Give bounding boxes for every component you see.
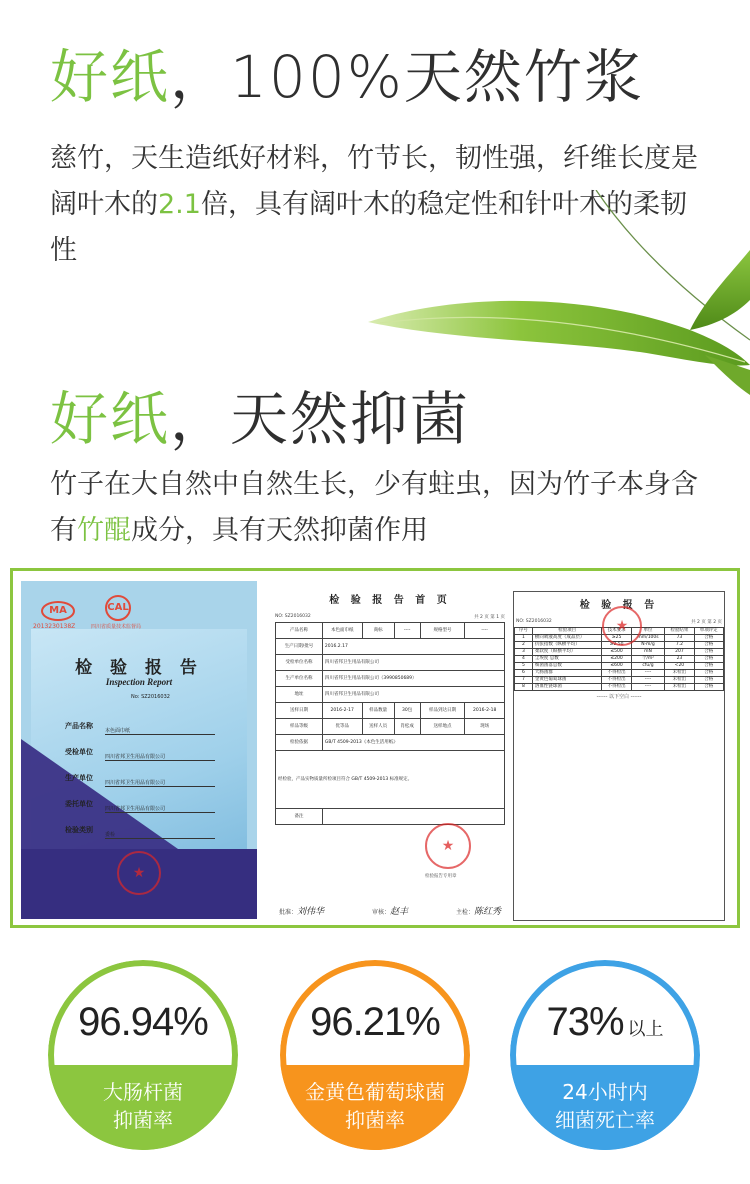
inspection-seal-icon: [602, 606, 642, 646]
cma-number: 2013230138Z: [33, 623, 76, 630]
inspection-seal-icon: [425, 823, 471, 869]
stat-label-line2: 抑菌率: [345, 1108, 405, 1132]
first-page-table: [275, 622, 505, 825]
table-row: [276, 719, 505, 735]
section2-para-highlight: 竹醌: [77, 515, 131, 546]
first-page-number: NO: SZ2016032: [275, 614, 311, 619]
cover-field-value: 本色面巾纸: [105, 727, 215, 735]
signature: 赵丰: [390, 907, 409, 917]
table-cell: 生产日期/批号: [276, 639, 323, 655]
table-row: [276, 639, 505, 655]
table-cell: ≤200: [602, 656, 631, 663]
section2-para-part1: 竹子在大自然中自然生长，少有蛀虫，因为竹子本身含有: [50, 469, 698, 546]
table-cell: 73: [665, 635, 694, 642]
table-cell: mm/100s: [631, 635, 664, 642]
table-cell: 金黄色葡萄球菌: [532, 677, 602, 684]
table-cell: 合格: [694, 635, 723, 642]
cma-mark-icon: MA: [41, 601, 75, 621]
table-row: [515, 684, 724, 691]
official-seal-icon: [117, 851, 161, 895]
stat-value: [510, 1000, 700, 1045]
cover-title: 检 验 报 告: [75, 658, 203, 678]
table-row: [276, 623, 505, 639]
table-cell: 商标: [362, 623, 394, 639]
stat-label-line1: 大肠杆菌: [103, 1080, 183, 1104]
section2-para-part2: 成分，具有天然抑菌作用: [131, 515, 428, 546]
cover-field-label: 产品名称: [65, 722, 93, 730]
first-page-remark-label: 备注: [276, 809, 323, 825]
table-header-cell: 技术要求: [602, 628, 631, 635]
report-second-page: [513, 591, 725, 921]
table-cell: 样品等级: [276, 719, 323, 735]
signer: [456, 904, 501, 917]
cover-subtitle: Inspection Report: [105, 677, 173, 687]
table-cell: 2: [515, 642, 533, 649]
table-cell: 1: [515, 635, 533, 642]
table-cell: 4: [515, 656, 533, 663]
stat-value: [48, 1000, 238, 1045]
table-cell: mN: [631, 649, 664, 656]
table-cell: 检验依据: [276, 735, 323, 751]
first-page-pages: 共 2 页 第 1 页: [474, 615, 505, 620]
signer: [279, 904, 324, 917]
table-cell: 现场: [465, 719, 505, 735]
table-row: [276, 655, 505, 671]
first-page-meta: [275, 614, 505, 620]
section2-heading-rest: ，天然抑菌: [170, 385, 471, 453]
table-cell: 207: [665, 649, 694, 656]
table-cell: 四川省邦卫生用品有限公司（3990850689）: [322, 671, 504, 687]
table-cell: 5: [515, 663, 533, 670]
stat-number: 96.94%: [78, 1000, 208, 1044]
cover-field-label: 检验类别: [65, 826, 93, 834]
table-cell: 个/m²: [631, 656, 664, 663]
section2-heading-accent: 好纸: [50, 385, 171, 453]
signer-label: 审核：: [371, 909, 390, 916]
table-cell: 合格: [694, 642, 723, 649]
stat-number: 73%: [546, 1000, 624, 1044]
table-cell: 合格: [694, 656, 723, 663]
inspection-report-panel: [10, 568, 740, 928]
table-cell: 30包: [394, 703, 420, 719]
table-cell: ----: [631, 684, 664, 691]
table-cell: 产品名称: [276, 623, 323, 639]
second-page-end: ------ 以下空白 ------: [596, 694, 642, 700]
table-header-cell: 检验项目: [532, 628, 602, 635]
table-header-cell: 单项评定: [694, 628, 723, 635]
section1-heading-rest: ，100%天然竹浆: [170, 43, 644, 111]
seal-caption: 检验报告专用章: [425, 874, 457, 879]
table-cell: 优等品: [322, 719, 362, 735]
table-cell: 未检出: [665, 670, 694, 677]
table-cell: 23: [665, 656, 694, 663]
cover-report-number: No: SZ2016032: [131, 694, 170, 700]
table-cell: 横向吸液高度（成品层）: [532, 635, 602, 642]
table-row: [515, 677, 724, 684]
stat-number: 96.21%: [310, 1000, 440, 1044]
signer-label: 批准：: [279, 909, 298, 916]
table-cell: 受检单位名称: [276, 655, 323, 671]
table-cell: 样品到达日期: [420, 703, 465, 719]
table-cell: ≤500: [602, 649, 631, 656]
stat-label-line2: 细菌死亡率: [555, 1108, 655, 1132]
table-cell: <20: [665, 663, 694, 670]
table-cell: 合格: [694, 649, 723, 656]
table-header-cell: 单位: [631, 628, 664, 635]
table-cell: 生产单位名称: [276, 671, 323, 687]
table-cell: 本色面巾纸: [322, 623, 362, 639]
table-row: [276, 735, 505, 751]
signer-label: 主检：: [455, 909, 474, 916]
cover-field-label: 受检单位: [65, 748, 93, 756]
section1-para-part1: 慈竹，天生造纸好材料，竹节长，韧性强，纤维长度是阔叶木的: [50, 143, 698, 220]
table-cell: 2016.2.17: [322, 639, 504, 655]
table-cell: 送样人员: [362, 719, 394, 735]
cover-field-label: 生产单位: [65, 774, 93, 782]
table-cell: ----: [465, 623, 505, 639]
section1-para-part2: 倍，具有阔叶木的稳定性和针叶木的柔韧性: [50, 189, 687, 266]
stat-suffix: 以上: [627, 1019, 664, 1039]
table-row: [276, 671, 505, 687]
table-row: [276, 703, 505, 719]
table-cell: 四川省邦卫生用品有限公司: [322, 655, 504, 671]
stat-value: [280, 1000, 470, 1045]
second-page-number: NO: SZ2016032: [516, 619, 552, 624]
table-cell: 送样地点: [420, 719, 465, 735]
stat-label-line1: 24小时内: [562, 1080, 648, 1104]
report-cover: [21, 581, 257, 919]
table-row: [276, 687, 505, 703]
table-cell: ≤600: [602, 663, 631, 670]
table-header-cell: 序号: [515, 628, 533, 635]
section2-heading: [50, 372, 470, 456]
stat-e-coli: [48, 960, 238, 1150]
table-cell: ----: [631, 677, 664, 684]
first-page-title: 检 验 报 告 首 页: [329, 595, 451, 606]
signer: [372, 904, 408, 917]
table-cell: 合格: [694, 677, 723, 684]
second-page-pages: 共 2 页 第 2 页: [691, 620, 722, 625]
table-cell: 合格: [694, 670, 723, 677]
table-row: [515, 663, 724, 670]
cover-field-value: 四川省邦卫生用品有限公司: [105, 779, 215, 787]
table-cell: 不得检出: [602, 677, 631, 684]
stat-label-line1: 金黄色葡萄球菌: [305, 1080, 445, 1104]
table-cell: 3: [515, 649, 533, 656]
cover-field-value: 委检: [105, 831, 215, 839]
section1-para-highlight: 2.1: [158, 189, 201, 220]
cal-mark-icon: CAL: [105, 595, 131, 621]
table-cell: 肖松成: [394, 719, 420, 735]
first-page-remark-value: [322, 809, 504, 825]
table-cell: 柔软度（纵横平均）: [532, 649, 602, 656]
signature-row: [279, 904, 501, 917]
table-cell: ----: [394, 623, 420, 639]
table-cell: 7: [515, 677, 533, 684]
table-cell: 细菌菌落总数: [532, 663, 602, 670]
second-page-title: 检 验 报 告: [579, 600, 659, 611]
table-cell: cfu/g: [631, 663, 664, 670]
table-cell: GB/T 4509-2013《本色生活用纸》: [322, 735, 504, 751]
stat-staph-aureus: [280, 960, 470, 1150]
section1-heading-accent: 好纸: [50, 43, 171, 111]
table-cell: 规格型号: [420, 623, 465, 639]
table-row: [515, 670, 724, 677]
table-cell: ≥25: [602, 635, 631, 642]
table-cell: 2016-2-18: [465, 703, 505, 719]
signature: 刘伟华: [297, 907, 325, 917]
cal-mark-text: 四川省质量技术监督局: [91, 624, 142, 630]
table-cell: ----: [631, 670, 664, 677]
stat-label-line2: 抑菌率: [113, 1108, 173, 1132]
cover-field-label: 委托单位: [65, 800, 93, 808]
table-row: [515, 656, 724, 663]
cover-field-value: 四川省邦卫生用品有限公司: [105, 805, 215, 813]
table-cell: 合格: [694, 684, 723, 691]
table-cell: 不得检出: [602, 684, 631, 691]
table-cell: 样品数量: [362, 703, 394, 719]
table-cell: 抗张指数（纵横平均）: [532, 642, 602, 649]
table-cell: 7.2: [665, 642, 694, 649]
table-cell: 四川省邦卫生用品有限公司: [322, 687, 504, 703]
table-cell: 合格: [694, 663, 723, 670]
table-cell: 地址: [276, 687, 323, 703]
table-cell: 尘埃度 总数: [532, 656, 602, 663]
stat-bacteria-death: [510, 960, 700, 1150]
table-cell: 溶血性链球菌: [532, 684, 602, 691]
section2-paragraph: [50, 462, 710, 554]
end-text: 以下空白: [608, 694, 629, 700]
report-first-page: [275, 591, 505, 921]
table-cell: ≥2.50: [602, 642, 631, 649]
table-cell: N·m/g: [631, 642, 664, 649]
table-cell: 未检出: [665, 684, 694, 691]
table-cell: 大肠菌群: [532, 670, 602, 677]
table-header-cell: 检验结果: [665, 628, 694, 635]
cover-field-value: 四川省邦卫生用品有限公司: [105, 753, 215, 761]
first-page-conclusion: 经检验，产品实物质量所检项目符合 GB/T 4509-2013 标准规定。: [276, 751, 505, 809]
table-cell: 6: [515, 670, 533, 677]
table-cell: 8: [515, 684, 533, 691]
table-row: [515, 649, 724, 656]
table-cell: 未检出: [665, 677, 694, 684]
table-cell: 不得检出: [602, 670, 631, 677]
table-cell: 2016-2-17: [322, 703, 362, 719]
table-cell: 送样日期: [276, 703, 323, 719]
signature: 陈红秀: [473, 907, 501, 917]
section1-heading: [50, 30, 644, 114]
